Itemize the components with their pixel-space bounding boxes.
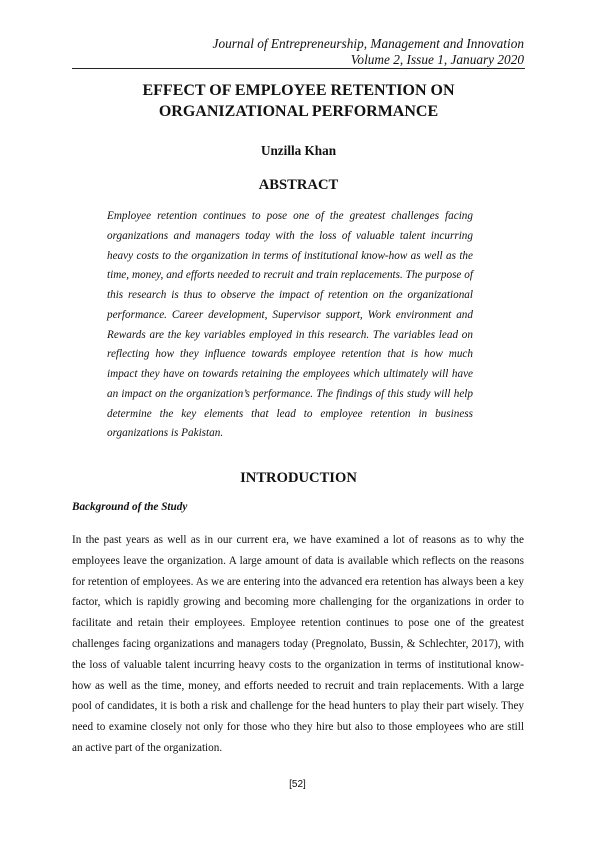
paper-title bbox=[72, 80, 525, 122]
header-rule bbox=[72, 68, 525, 69]
abstract-text: Employee retention continues to pose one of the greatest challenges facing organizations and managers today with the loss of valuable talent incurring heavy costs to the organization in terms of institutional know-how as well as the time, money, and efforts needed to recruit and train replacements. The purpose of this research is thus to observe the impact of retention on the organizational performance. Career development, Supervisor support, Work environment and Rewards are the key variables employed in this research. The variables lead on reflecting how they influence towards employee retention that is how much impact they have on towards retaining the employees which ultimately will have an impact on the organization’s performance. The findings of this study will help determine the key elements that lead to employee retention in business organizations is Pakistan. bbox=[107, 210, 473, 440]
background-subheading: Background of the Study bbox=[72, 501, 188, 513]
author-name: Unzilla Khan bbox=[260, 143, 337, 158]
paper-title-line-2: ORGANIZATIONAL PERFORMANCE bbox=[158, 103, 439, 120]
journal-volume: Volume 2, Issue 1, January 2020 bbox=[350, 52, 524, 67]
page-number: [52] bbox=[289, 779, 306, 790]
paper-title-line-1: EFFECT OF EMPLOYEE RETENTION ON bbox=[142, 82, 455, 99]
abstract-body bbox=[107, 207, 473, 444]
introduction-paragraph: In the past years as well as in our current era, we have examined a lot of reasons as to why the employees leave the organization. A large amount of data is available which reflects on the reasons for retention of employees. As we are entering into the advanced era retention has always been a key factor, which is rapidly growing and becoming more challenging for the organizations in order to facilitate and retain their employees. Employee retention continues to pose one of the greatest challenges facing organizations and managers today (Pregnolato, Bussin, & Schlechter, 2017), with the loss of valuable talent incurring heavy costs to the organization in terms of institutional know-how as well as the time, money, and efforts needed to recruit and train replacements. With a large pool of candidates, it is both a risk and challenge for the head hunters to play their part wisely. They need to examine closely not only for those who they hire but also to those employees who are still an active part of the organization. bbox=[72, 534, 524, 754]
abstract-heading: ABSTRACT bbox=[258, 177, 339, 193]
introduction-heading: INTRODUCTION bbox=[240, 470, 357, 486]
introduction-body bbox=[72, 530, 524, 759]
journal-name: Journal of Entrepreneurship, Management and Innovation bbox=[212, 36, 524, 51]
